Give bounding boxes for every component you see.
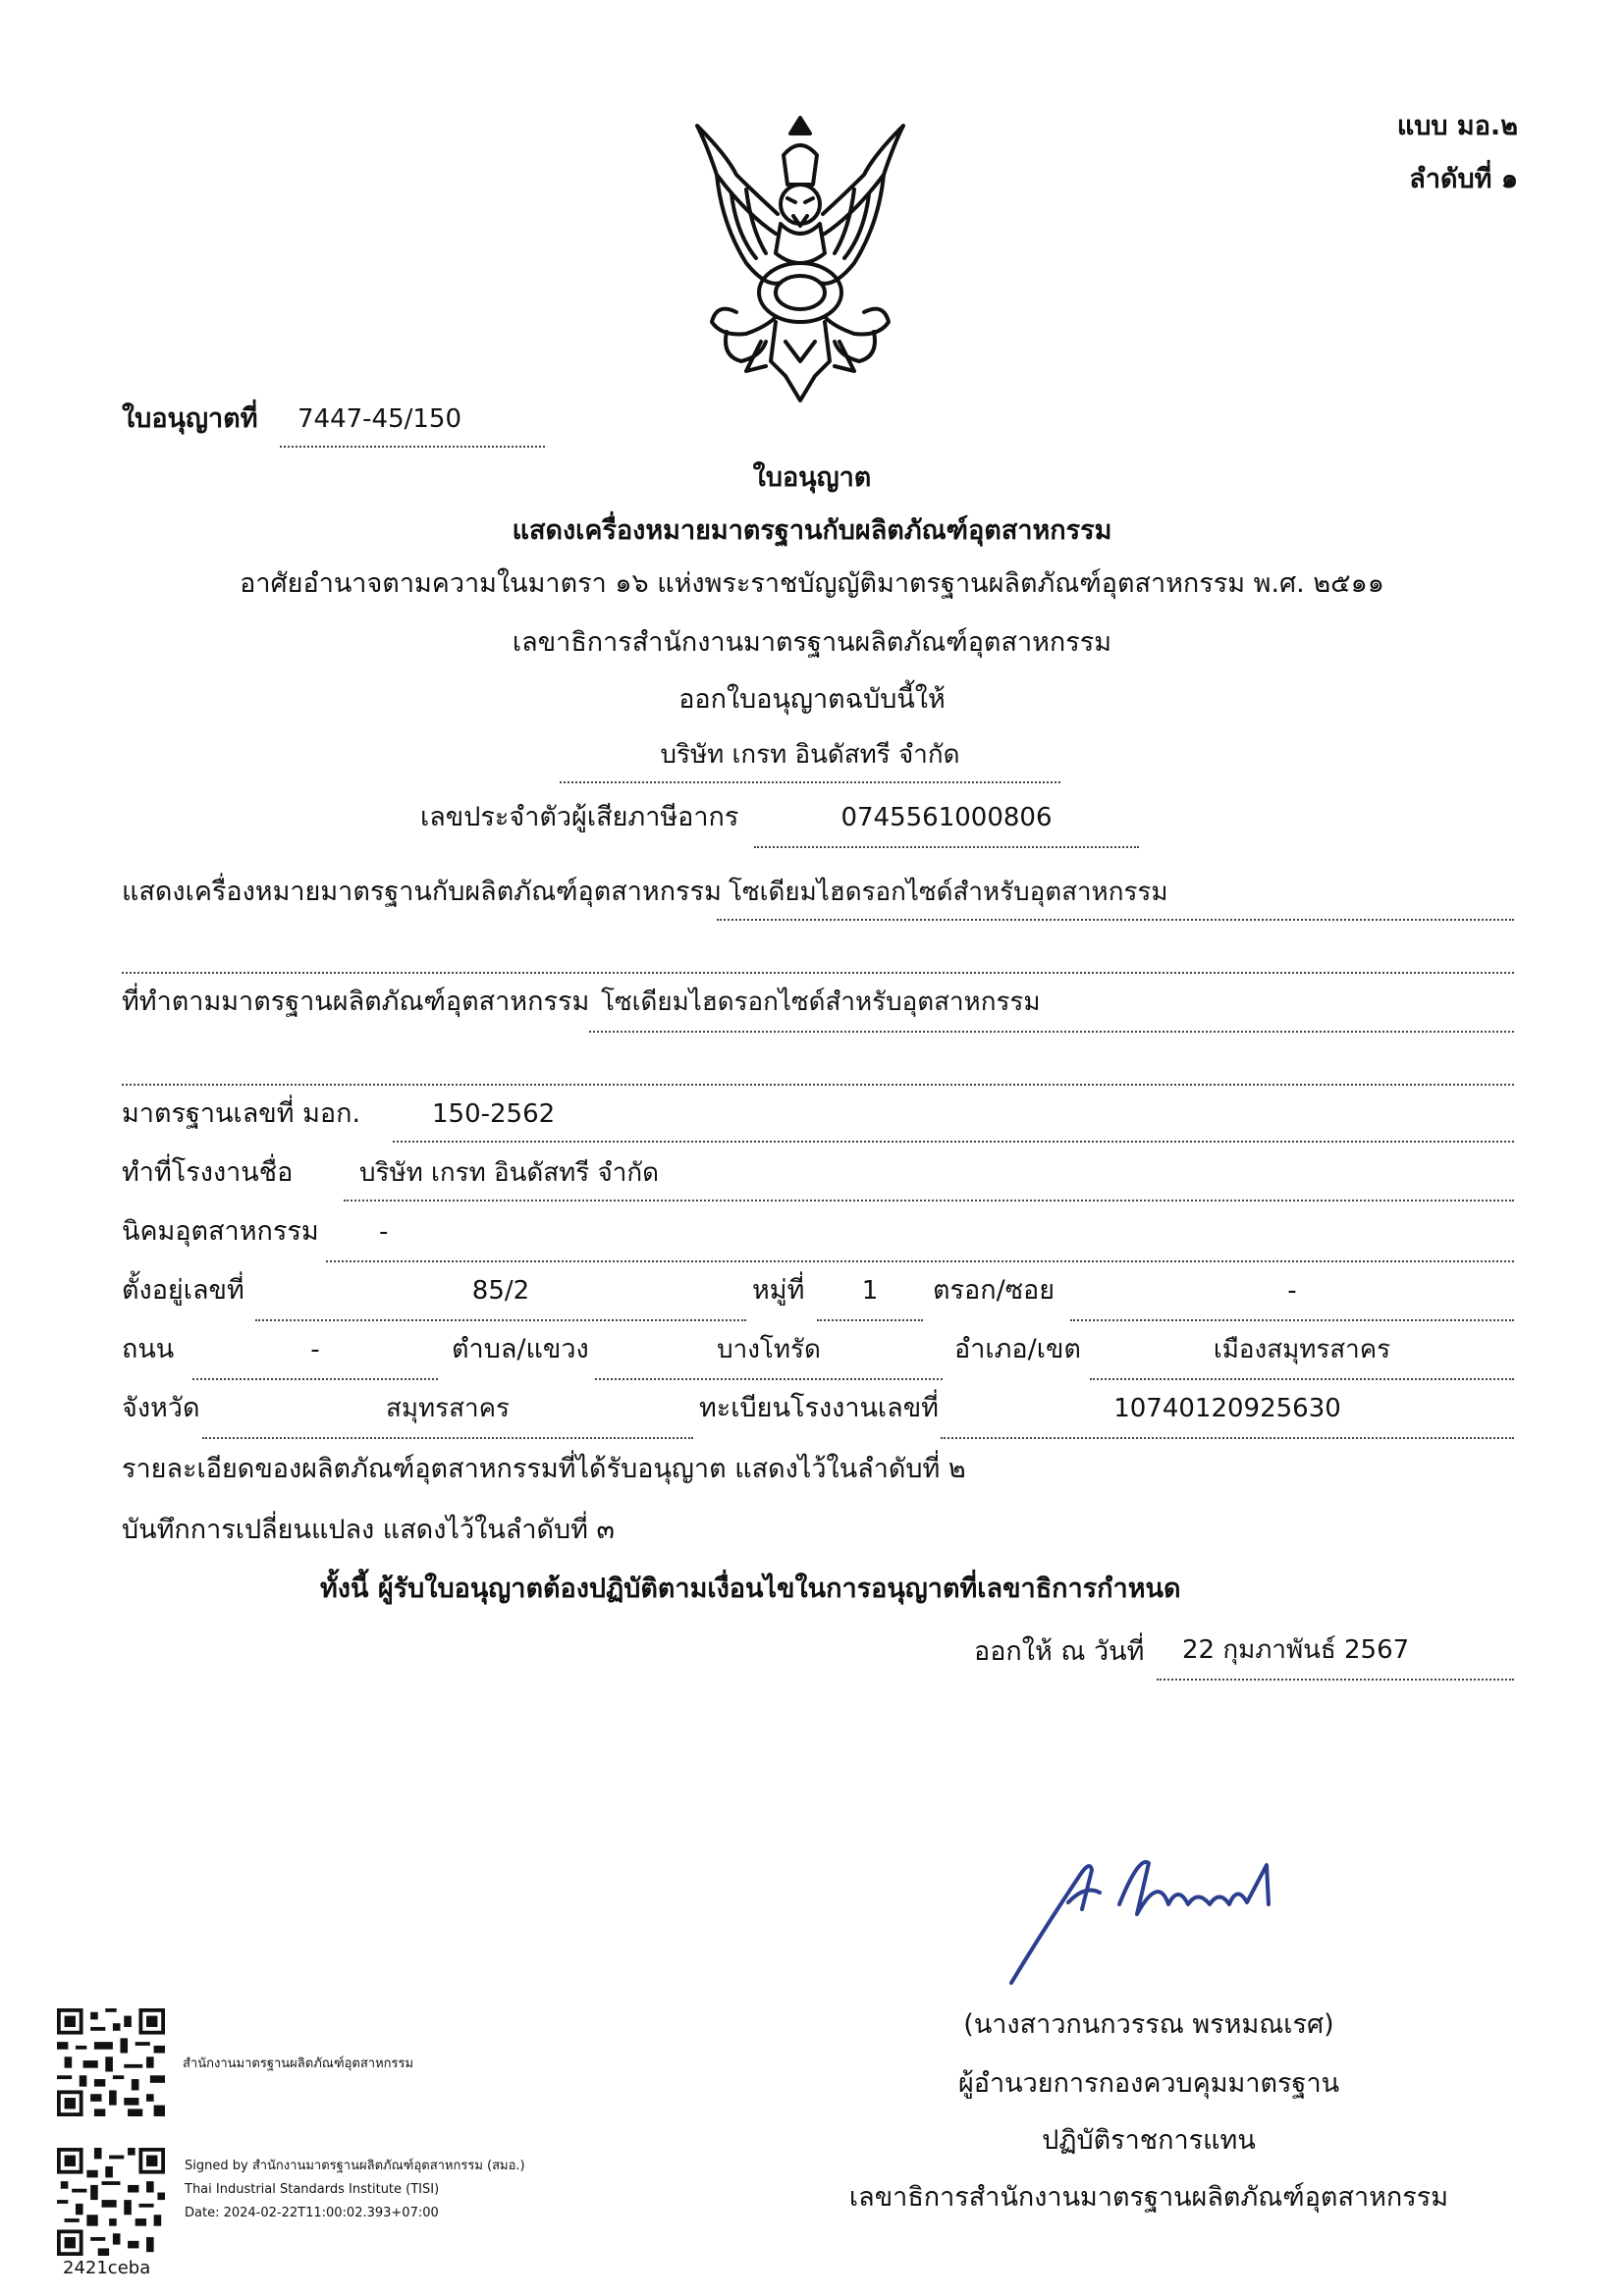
footer-code: 2421ceba [63,2258,151,2278]
license-no-value: 7447-45/150 [298,404,462,434]
form-code: แบบ มอ.๒ [1396,111,1518,141]
note-condition: ทั้งนี้ ผู้รับใบอนุญาตต้องปฏิบัติตามเงื่อนไขในการอนุญาตที่เลขาธิการกำหนด [320,1574,1181,1604]
garuda-emblem [687,116,913,410]
address-amphoe-label: อำเภอ/เขต [954,1334,1081,1364]
address-moo-value: 1 [861,1276,879,1306]
license-no-label: ใบอนุญาตที่ [122,403,258,434]
address-tambon-value: บางโทรัด [717,1335,821,1364]
address-no-value: 85/2 [471,1276,530,1306]
address-reg-label: ทะเบียนโรงงานเลขที่ [699,1393,939,1423]
note-detail: รายละเอียดของผลิตภัณฑ์อุตสาหกรรมที่ได้รับอนุญาต แสดงไว้ในลำดับที่ ๒ [122,1454,966,1484]
qr-code-signature-icon[interactable] [57,2148,165,2256]
issued-value: 22 กุมภาพันธ์ 2567 [1182,1635,1410,1665]
standard-value: 150-2562 [432,1099,556,1129]
standard-line [393,1141,1514,1143]
mark-for-value: โซเดียมไฮดรอกไซด์สำหรับอุตสาหกรรม [729,878,1168,907]
signer-name: (นางสาวกนกวรรณ พรหมณเรศ) [963,2009,1334,2040]
estate-line [326,1260,1514,1262]
form-order: ลำดับที่ ๑ [1409,164,1518,194]
title-line1: ใบอนุญาต [752,462,872,493]
issued-label: ออกให้ ณ วันที่ [974,1636,1145,1667]
mark-for-line [717,919,1514,921]
made-by-std-line [589,1031,1514,1033]
made-by-std-line2 [122,1084,1514,1086]
licensee-name: บริษัท เกรท อินดัสทรี จำกัด [660,740,960,770]
factory-line [344,1200,1514,1201]
authority-line2: เลขาธิการสำนักงานมาตรฐานผลิตภัณฑ์อุตสาหกรรม [512,627,1112,658]
address-no-label: ตั้งอยู่เลขที่ [122,1275,244,1306]
license-no-line [280,446,545,448]
signature-image [1001,1845,1296,1993]
address-province-value: สมุทรสาคร [386,1394,510,1423]
address-soi-value: - [1287,1276,1297,1306]
address-tambon-line [595,1378,943,1380]
address-amphoe-value: เมืองสมุทรสาคร [1213,1335,1391,1364]
made-by-std-value: โซเดียมไฮดรอกไซด์สำหรับอุตสาหกรรม [601,988,1041,1017]
title-line2: แสดงเครื่องหมายมาตรฐานกับผลิตภัณฑ์อุตสาหกรรม [512,515,1112,546]
note-changes: บันทึกการเปลี่ยนแปลง แสดงไว้ในลำดับที่ ๓ [122,1515,615,1545]
address-reg-line [941,1437,1514,1439]
footer-signed-by: Signed by สำนักงานมาตรฐานผลิตภัณฑ์อุตสาหกรรม (สมอ.) [185,2159,525,2173]
address-road-value: - [310,1335,320,1364]
signer-position3: เลขาธิการสำนักงานมาตรฐานผลิตภัณฑ์อุตสาหกรรม [848,2182,1449,2213]
licensee-line [560,781,1060,783]
estate-label: นิคมอุตสาหกรรม [122,1216,319,1247]
signer-position1: ผู้อำนวยการกองควบคุมมาตรฐาน [957,2068,1340,2099]
footer-org-en: Thai Industrial Standards Institute (TISI) [185,2182,440,2197]
signer-position2: ปฏิบัติราชการแทน [1042,2125,1256,2156]
qr-code-icon[interactable] [57,2008,165,2116]
address-tambon-label: ตำบล/แขวง [452,1334,589,1364]
address-moo-label: หมู่ที่ [752,1275,805,1306]
factory-value: บริษัท เกรท อินดัสทรี จำกัด [359,1158,659,1188]
tax-value: 0745561000806 [840,803,1053,832]
address-reg-value: 10740120925630 [1113,1394,1341,1423]
made-by-std-label: ที่ทำตามมาตรฐานผลิตภัณฑ์อุตสาหกรรม [122,987,590,1017]
footer-office: สำนักงานมาตรฐานผลิตภัณฑ์อุตสาหกรรม [183,2056,414,2071]
estate-value: - [379,1217,389,1247]
address-road-line [192,1378,438,1380]
issued-line [1157,1679,1514,1681]
address-moo-line [817,1319,923,1321]
address-province-line [202,1437,693,1439]
tax-label: เลขประจำตัวผู้เสียภาษีอากร [420,802,739,832]
tax-line [754,846,1139,848]
mark-for-line2 [122,972,1514,974]
address-soi-label: ตรอก/ซอย [933,1275,1056,1306]
standard-label: มาตรฐานเลขที่ มอก. [122,1098,361,1129]
mark-for-label: แสดงเครื่องหมายมาตรฐานกับผลิตภัณฑ์อุตสาหกรรม [122,877,722,907]
address-province-label: จังหวัด [122,1393,200,1423]
authority-line1: อาศัยอำนาจตามความในมาตรา ๑๖ แห่งพระราชบัญญัติมาตรฐานผลิตภัณฑ์อุตสาหกรรม พ.ศ. ๒๕๑๑ [240,568,1384,599]
address-road-label: ถนน [122,1334,175,1364]
factory-label: ทำที่โรงงานชื่อ [122,1157,294,1188]
address-amphoe-line [1090,1378,1514,1380]
authority-line3: ออกใบอนุญาตฉบับนี้ให้ [678,684,946,715]
address-no-line [255,1319,746,1321]
footer-date: Date: 2024-02-22T11:00:02.393+07:00 [185,2206,439,2220]
address-soi-line [1070,1319,1514,1321]
